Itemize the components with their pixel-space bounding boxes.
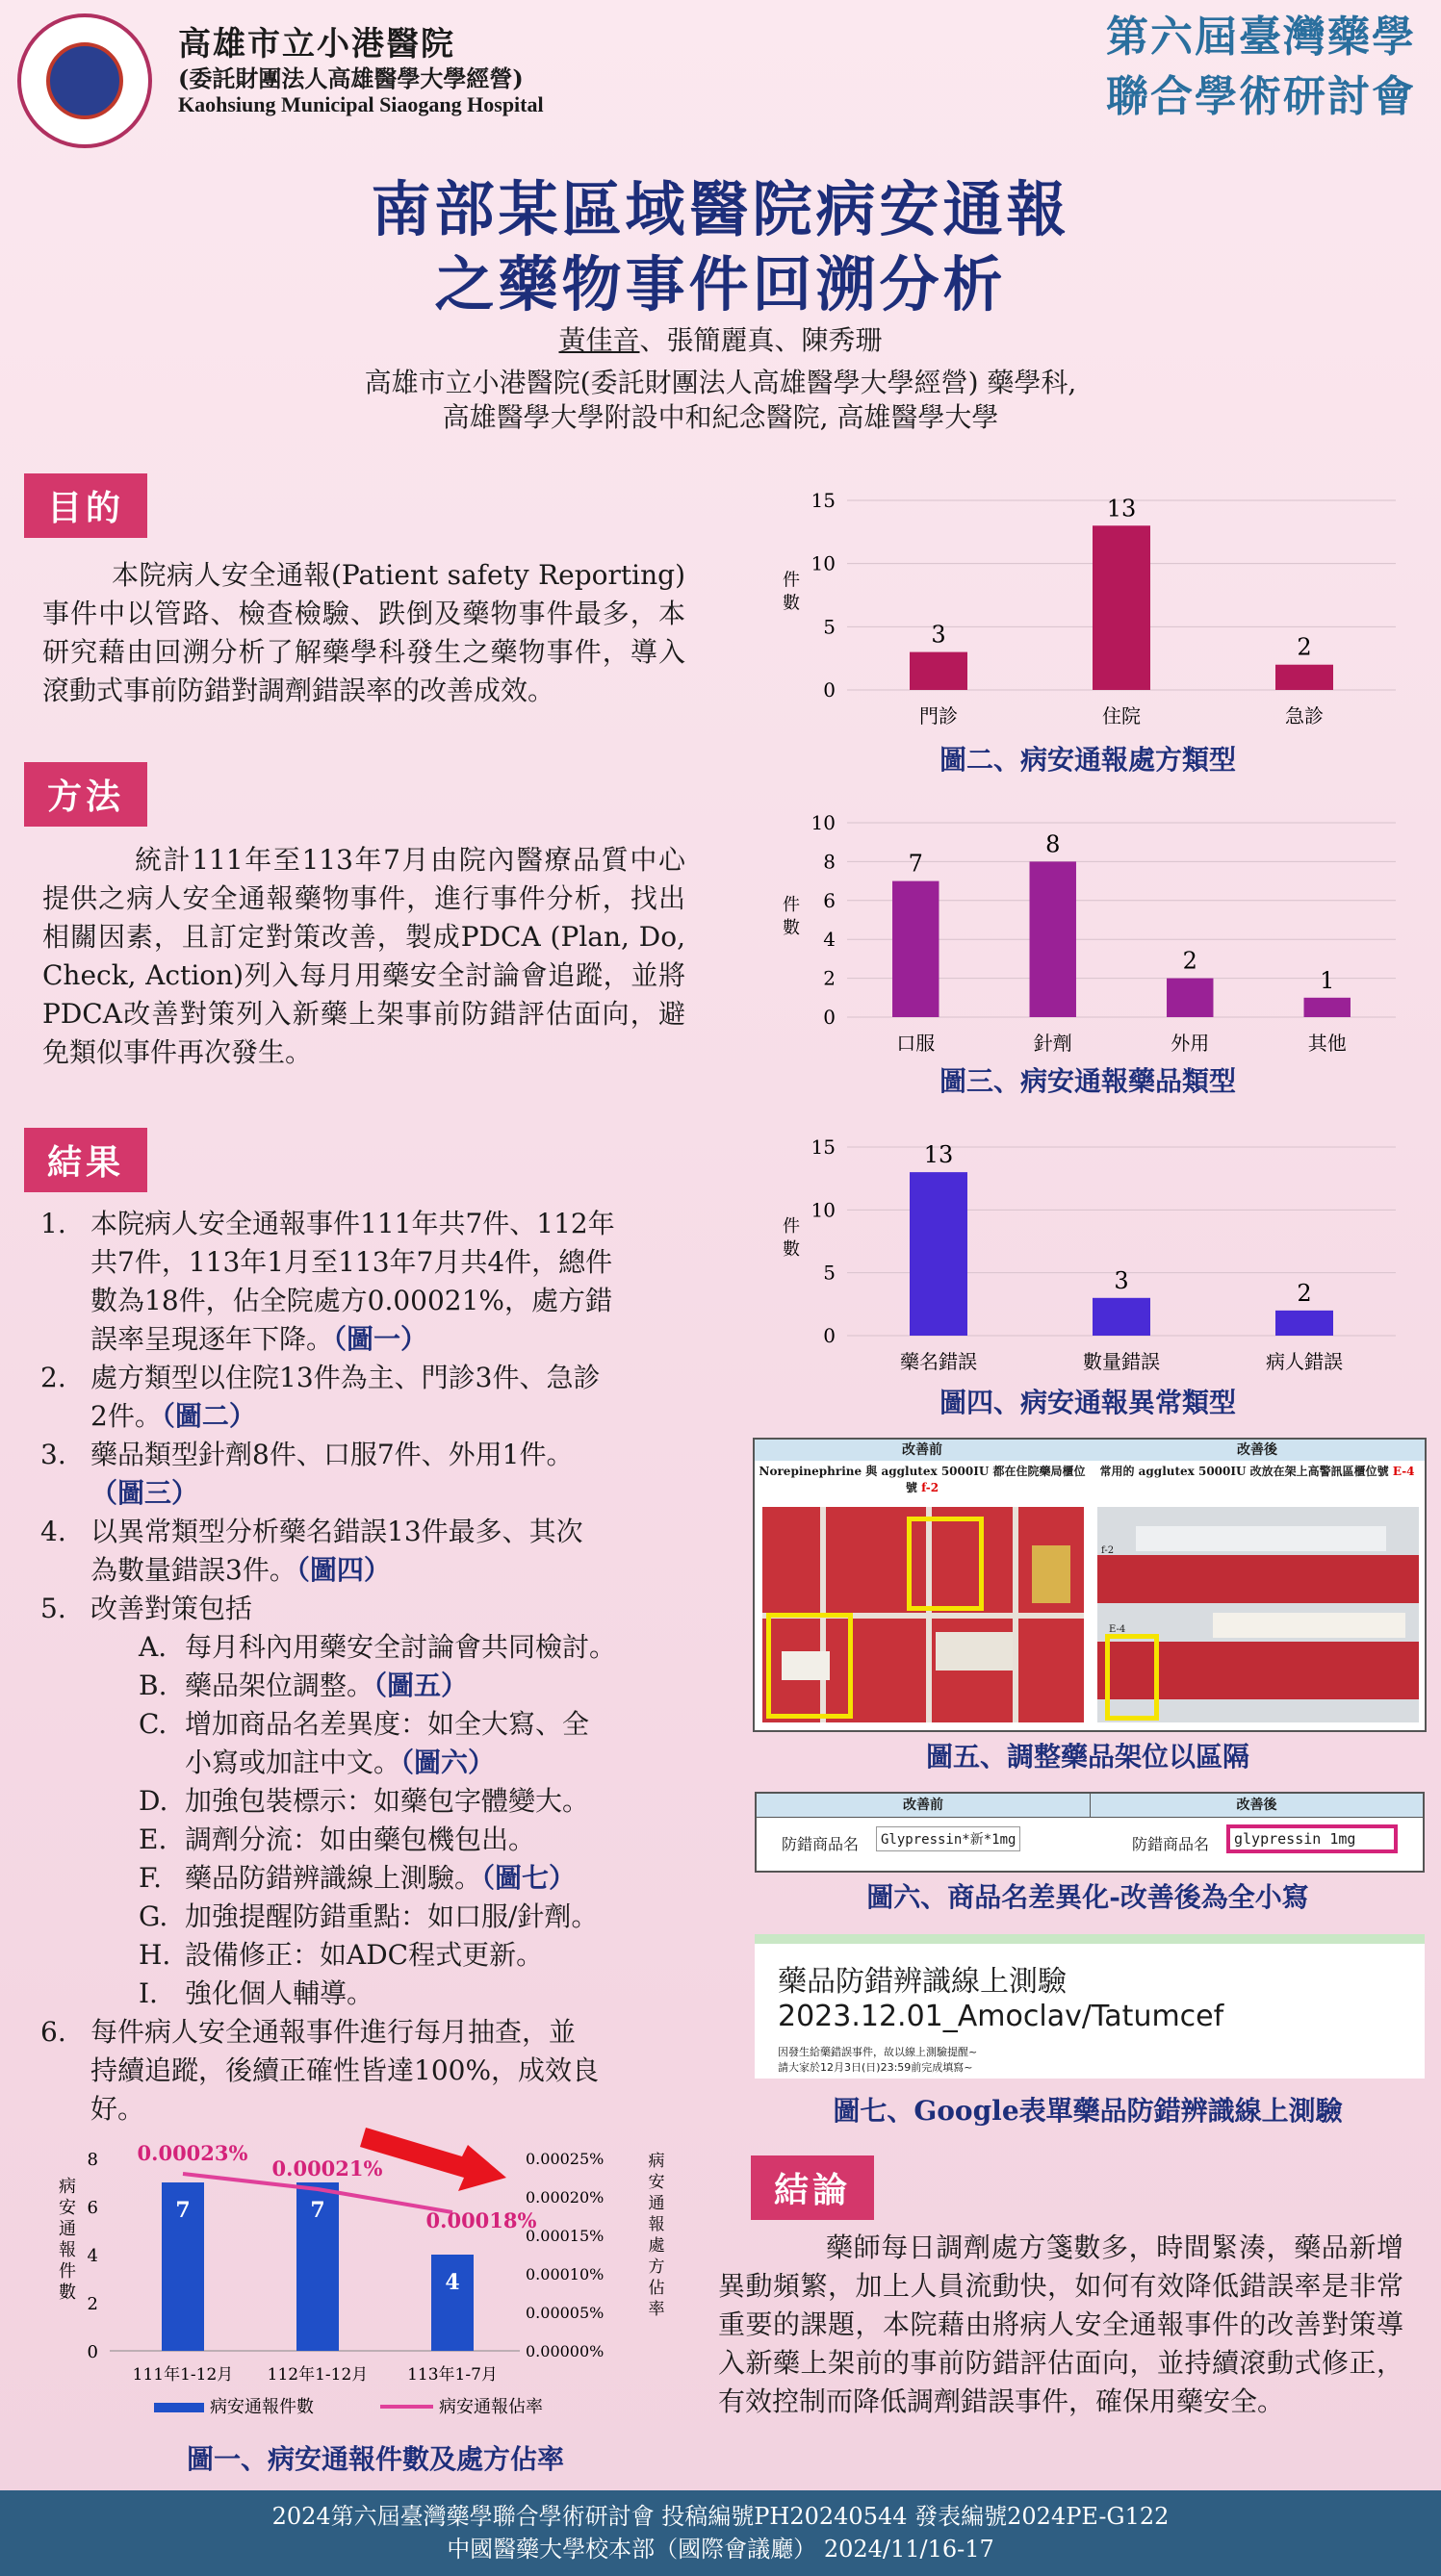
x-tick-label-住院: 住院 bbox=[1102, 704, 1141, 727]
fig6-after-value: glypressin 1mg bbox=[1226, 1824, 1398, 1853]
legend-swatch-count bbox=[154, 2403, 204, 2412]
y-tick-label: 0 bbox=[823, 1006, 836, 1029]
purpose-text: 本院病人安全通報(Patient safety Reporting)事件中以管路、檢查檢驗、跌倒及藥物事件最多，本研究藉由回溯分析了解藥學科發生之藥物事件，導入滾動式事前防錯對調劑錯誤率的改善成效。 bbox=[42, 559, 685, 706]
fig6-after-head: 改善後 bbox=[1091, 1794, 1423, 1818]
y-axis-label: 數 bbox=[783, 918, 800, 938]
figure-3-chart bbox=[751, 803, 1425, 1063]
figure-7-caption: 圖七、Google表單藥品防錯辨識線上測驗 bbox=[833, 2095, 1343, 2127]
y2-axis-label: 安 bbox=[648, 2173, 665, 2192]
fig6-before-value: Glypressin*新*1mg bbox=[876, 1826, 1020, 1851]
figure-4-chart bbox=[751, 1126, 1425, 1386]
conference-line1: 第六屆臺灣藥學 bbox=[1106, 13, 1416, 62]
y-tick-label: 15 bbox=[811, 489, 836, 512]
y-axis-label: 安 bbox=[59, 2198, 76, 2218]
countermeasure-d: D. 加強包裝標示：如藥包字體變大。 bbox=[139, 1785, 590, 1817]
affiliation-line2: 高雄醫學大學附設中和紀念醫院, 高雄醫學大學 bbox=[442, 401, 999, 433]
x-tick-label-急診: 急診 bbox=[1285, 704, 1324, 727]
y-tick-label: 8 bbox=[823, 850, 836, 874]
y-tick-label: 4 bbox=[87, 2246, 98, 2266]
fig7-note-2: 請大家於12月3日(日)23:59前完成填寫~ bbox=[778, 2061, 973, 2074]
bar-label-113年1-7月: 4 bbox=[445, 2270, 460, 2295]
fig5-before-highlight-2 bbox=[766, 1613, 853, 1719]
result-item-2: 2. 處方類型以住院13件為主、門診3件、急診 2件。（圖二） bbox=[40, 1362, 601, 1432]
y2-axis-label: 報 bbox=[648, 2215, 665, 2234]
figure-3-caption: 圖三、病安通報藥品類型 bbox=[939, 1065, 1236, 1097]
result-item-5: 5. 改善對策包括 A. 每月科內用藥安全討論會共同檢討。 B. 藥品架位調整。（圖五） C. 增加商品名差異度：如全大寫、全 小寫或加註中文。（圖六） D. 加強包裝標示：如藥包字體變大。 E. 調劑分流：如由藥包機包出。 F. 藥品防錯辨識線上測驗。（圖七） G. 加強提醒防錯重點：如口服/針劑。 H. 設備修正：如ADC程式更新。 I. 強化個人輔導。 bbox=[40, 1590, 695, 2013]
x-tick-label-111年1-12月: 111年1-12月 bbox=[132, 2365, 234, 2385]
results-list bbox=[40, 1205, 695, 2129]
y-tick-label: 4 bbox=[823, 928, 836, 952]
first-author: 黃佳音 bbox=[558, 324, 640, 356]
y2-axis-label: 病 bbox=[648, 2152, 665, 2171]
figure-2-chart bbox=[751, 476, 1425, 741]
y-axis-label: 件 bbox=[59, 2261, 76, 2282]
fig7-form-title: 藥品防錯辨識線上測驗 bbox=[778, 1965, 1067, 1999]
y-tick-label: 2 bbox=[823, 966, 836, 990]
figure-2-caption: 圖二、病安通報處方類型 bbox=[939, 744, 1236, 776]
purpose-tag: 目的 bbox=[24, 473, 147, 538]
data-label-病人錯誤: 2 bbox=[1297, 1279, 1312, 1307]
y2-axis-label: 處 bbox=[648, 2236, 665, 2256]
data-label-住院: 13 bbox=[1106, 495, 1137, 523]
fig5-after-highlight bbox=[1105, 1634, 1159, 1721]
x-tick-label-112年1-12月: 112年1-12月 bbox=[267, 2365, 369, 2385]
countermeasure-f: F. 藥品防錯辨識線上測驗。（圖七） bbox=[139, 1862, 577, 1894]
result-item-6: 6. 每件病人安全通報事件進行每月抽查，並 持續追蹤，後續正確性皆達100%，成效良 好。 bbox=[40, 2016, 600, 2125]
affiliation bbox=[0, 366, 1441, 435]
rate-label-1: 0.00021% bbox=[271, 2156, 383, 2181]
y-axis-label: 數 bbox=[783, 593, 800, 614]
y2-axis-label: 通 bbox=[648, 2194, 665, 2213]
y-tick-label: 0 bbox=[823, 1324, 836, 1347]
y2-axis-label: 佔 bbox=[648, 2279, 665, 2298]
method-text: 統計111年至113年7月由院內醫療品質中心提供之病人安全通報藥物事件，進行事件分析，找出相關因素，且訂定對策改善，製成PDCA (Plan, Do, Check, Action)列入每月用藥安全討論會追蹤，並將PDCA改善對策列入新藥上架事前防錯評估面向，避免類似事件再次發生。 bbox=[42, 844, 685, 1068]
x-tick-label-門診: 門診 bbox=[919, 704, 958, 727]
y-axis-label: 件 bbox=[783, 1216, 800, 1237]
y-tick-label: 6 bbox=[87, 2198, 98, 2218]
figure-5-caption: 圖五、調整藥品架位以區隔 bbox=[925, 1741, 1249, 1773]
y-axis-label: 報 bbox=[59, 2240, 76, 2260]
figure-7-form bbox=[755, 1934, 1425, 2079]
y-tick-label: 15 bbox=[811, 1135, 836, 1159]
rate-label-2: 0.00018% bbox=[425, 2208, 537, 2232]
footer-line2: 中國醫藥大學校本部（國際會議廳） 2024/11/16-17 bbox=[447, 2536, 994, 2563]
conference-line2: 聯合學術研討會 bbox=[1106, 72, 1416, 121]
bar-門診 bbox=[910, 652, 967, 690]
fig5-before-text: Norepinephrine 與 agglutex 5000IU 都在住院藥局櫃位號 f-2 bbox=[759, 1465, 1086, 1494]
bar-針劑 bbox=[1030, 861, 1076, 1017]
conclusion-tag: 結論 bbox=[751, 2155, 874, 2220]
affiliation-line1: 高雄市立小港醫院(委託財團法人高雄醫學大學經營) 藥學科, bbox=[364, 367, 1077, 398]
bar-113年1-7月 bbox=[431, 2255, 474, 2351]
countermeasure-g: G. 加強提醒防錯重點：如口服/針劑。 bbox=[139, 1900, 599, 1932]
method-tag: 方法 bbox=[24, 762, 147, 827]
logo-emblem bbox=[46, 42, 123, 119]
bar-外用 bbox=[1167, 979, 1213, 1017]
figure-6-caption: 圖六、商品名差異化-改善後為全小寫 bbox=[866, 1881, 1309, 1913]
y-tick-label: 10 bbox=[811, 1198, 836, 1222]
y-axis-label: 數 bbox=[59, 2283, 76, 2303]
x-tick-label-外用: 外用 bbox=[1171, 1032, 1210, 1055]
fig7-form-subtitle: 2023.12.01_Amoclav/Tatumcef bbox=[778, 2000, 1224, 2033]
conclusion-text: 藥師每日調劑處方箋數多，時間緊湊，藥品新增異動頻繁，加上人員流動快，如何有效降低錯誤率是非常重要的課題，本院藉由將病人安全通報事件的改善對策導入新藥上架前的事前防錯評估面向，並持續滾動式修正，有效控制而降低調劑錯誤事件，確保用藥安全。 bbox=[718, 2232, 1403, 2417]
y2-tick-label: 0.00020% bbox=[526, 2188, 605, 2206]
fig5-after-photo: f-2 E-4 bbox=[1097, 1507, 1419, 1722]
result-item-3: 3. 藥品類型針劑8件、口服7件、外用1件。 （圖三） bbox=[40, 1439, 574, 1509]
bar-藥名錯誤 bbox=[910, 1172, 967, 1336]
bar-數量錯誤 bbox=[1093, 1298, 1150, 1336]
hospital-english-name: Kaohsiung Municipal Siaogang Hospital bbox=[178, 92, 544, 116]
y2-axis-label: 方 bbox=[648, 2257, 665, 2277]
fig6-after-label: 防錯商品名 bbox=[1132, 1835, 1210, 1853]
result-item-4: 4. 以異常類型分析藥名錯誤13件最多、其次 為數量錯誤3件。（圖四） bbox=[40, 1516, 583, 1586]
data-label-口服: 7 bbox=[908, 850, 923, 878]
y2-tick-label: 0.00015% bbox=[526, 2227, 605, 2245]
legend-label-count: 病安通報件數 bbox=[210, 2397, 314, 2417]
other-authors: 、張簡麗真、陳秀珊 bbox=[639, 324, 883, 356]
data-label-數量錯誤: 3 bbox=[1114, 1266, 1129, 1294]
fig6-before-label: 防錯商品名 bbox=[782, 1835, 860, 1853]
y-tick-label: 0 bbox=[823, 678, 836, 701]
fig7-note-1: 因發生給藥錯誤事件，故以線上測驗提醒~ bbox=[778, 2046, 978, 2058]
bar-label-112年1-12月: 7 bbox=[310, 2198, 325, 2223]
authors bbox=[0, 319, 1441, 358]
bar-住院 bbox=[1093, 525, 1150, 690]
y-axis-label: 件 bbox=[783, 895, 800, 915]
rate-label-0: 0.00023% bbox=[137, 2141, 248, 2165]
y-tick-label: 8 bbox=[87, 2150, 98, 2170]
results-tag: 結果 bbox=[24, 1128, 147, 1192]
y-axis-label: 件 bbox=[783, 570, 800, 591]
x-tick-label-其他: 其他 bbox=[1307, 1032, 1347, 1055]
fig5-after-head: 改善後 bbox=[1090, 1440, 1425, 1461]
legend-label-rate: 病安通報佔率 bbox=[439, 2397, 543, 2417]
figure-1-caption: 圖一、病安通報件數及處方佔率 bbox=[186, 2443, 564, 2475]
y-tick-label: 0 bbox=[87, 2342, 98, 2362]
y2-tick-label: 0.00025% bbox=[526, 2150, 605, 2168]
countermeasure-b: B. 藥品架位調整。（圖五） bbox=[139, 1670, 469, 1701]
title-line2: 之藥物事件回溯分析 bbox=[434, 249, 1007, 319]
data-label-急診: 2 bbox=[1297, 633, 1312, 661]
y-tick-label: 5 bbox=[823, 615, 836, 639]
bar-label-111年1-12月: 7 bbox=[175, 2198, 191, 2223]
hospital-name: 高雄市立小港醫院 bbox=[178, 25, 455, 64]
bar-口服 bbox=[892, 881, 939, 1017]
countermeasure-h: H. 設備修正：如ADC程式更新。 bbox=[139, 1939, 544, 1971]
x-tick-label-數量錯誤: 數量錯誤 bbox=[1083, 1350, 1160, 1373]
footer-line1: 2024第六屆臺灣藥學聯合學術研討會 投稿編號PH20240544 發表編號2024PE-G122 bbox=[271, 2503, 1170, 2530]
y2-tick-label: 0.00000% bbox=[526, 2342, 605, 2360]
data-label-藥名錯誤: 13 bbox=[923, 1141, 954, 1169]
x-tick-label-113年1-7月: 113年1-7月 bbox=[407, 2365, 498, 2385]
data-label-針劑: 8 bbox=[1045, 830, 1061, 858]
figure-4-caption: 圖四、病安通報異常類型 bbox=[939, 1387, 1236, 1418]
y2-axis-label: 率 bbox=[648, 2300, 665, 2319]
countermeasure-a: A. 每月科內用藥安全討論會共同檢討。 bbox=[139, 1631, 617, 1663]
y-tick-label: 2 bbox=[87, 2294, 98, 2314]
y-axis-label: 通 bbox=[59, 2219, 76, 2239]
countermeasure-i: I. 強化個人輔導。 bbox=[139, 1977, 374, 2009]
data-label-外用: 2 bbox=[1182, 947, 1197, 975]
footer bbox=[0, 2490, 1441, 2576]
x-tick-label-口服: 口服 bbox=[896, 1032, 936, 1055]
bar-病人錯誤 bbox=[1275, 1311, 1333, 1336]
y-tick-label: 10 bbox=[811, 551, 836, 575]
x-tick-label-藥名錯誤: 藥名錯誤 bbox=[900, 1350, 977, 1373]
fig5-before-highlight-1 bbox=[907, 1517, 984, 1611]
countermeasure-c: C. 增加商品名差異度：如全大寫、全 小寫或加註中文。（圖六） bbox=[139, 1708, 590, 1778]
y-tick-label: 10 bbox=[811, 811, 836, 834]
x-tick-label-病人錯誤: 病人錯誤 bbox=[1266, 1350, 1343, 1373]
figure-5-panel bbox=[753, 1438, 1427, 1732]
result-item-1: 1. 本院病人安全通報事件111年共7件、112年 共7件，113年1月至113年7月共4件，總件 數為18件，佔全院處方0.00021%，處方錯 誤率呈現逐年下降。（圖一） bbox=[40, 1208, 615, 1355]
y-tick-label: 6 bbox=[823, 888, 836, 912]
y2-tick-label: 0.00005% bbox=[526, 2304, 605, 2322]
countermeasure-e: E. 調劑分流：如由藥包機包出。 bbox=[139, 1824, 536, 1855]
countermeasure-list bbox=[90, 1628, 695, 2013]
hospital-logo bbox=[17, 13, 152, 148]
hospital-subtitle: (委託財團法人高雄醫學大學經營) bbox=[178, 64, 524, 92]
data-label-其他: 1 bbox=[1320, 966, 1335, 994]
bar-急診 bbox=[1275, 665, 1333, 690]
fig6-before-head: 改善前 bbox=[757, 1794, 1091, 1818]
fig5-before-head: 改善前 bbox=[755, 1440, 1091, 1461]
conference-name bbox=[1106, 8, 1416, 127]
x-tick-label-針劑: 針劑 bbox=[1033, 1032, 1072, 1055]
title-line1: 南部某區域醫院病安通報 bbox=[371, 174, 1070, 244]
y-tick-label: 5 bbox=[823, 1261, 836, 1285]
fig5-after-text: 常用的 agglutex 5000IU 改放在架上高警訊區櫃位號 E-4 bbox=[1099, 1465, 1415, 1478]
y2-tick-label: 0.00010% bbox=[526, 2265, 605, 2283]
data-label-門診: 3 bbox=[931, 621, 946, 649]
y-axis-label: 數 bbox=[783, 1239, 800, 1260]
y-axis-label: 病 bbox=[59, 2177, 76, 2197]
figure-6-table bbox=[755, 1792, 1425, 1873]
figure-1-chart bbox=[39, 2122, 712, 2468]
bar-其他 bbox=[1304, 998, 1351, 1017]
fig5-before-photo bbox=[762, 1507, 1084, 1722]
